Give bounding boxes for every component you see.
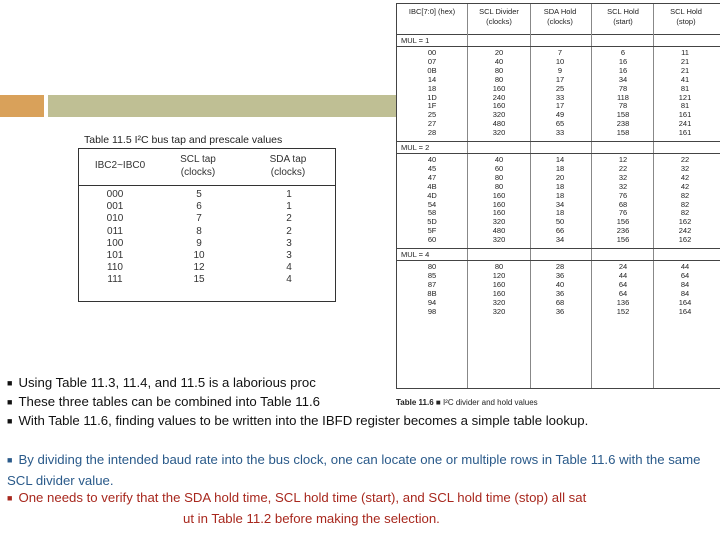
table-11-6-column-ibc bbox=[401, 263, 463, 316]
table-cell: 20 bbox=[494, 48, 504, 57]
table-cell: 480 bbox=[492, 119, 506, 129]
table-cell: 44 bbox=[680, 262, 690, 271]
table-cell: 58 bbox=[427, 208, 437, 218]
table-11-6-column-ibc bbox=[401, 49, 463, 138]
mul-group-label: MUL = 1 bbox=[401, 36, 430, 45]
table-cell: 68 bbox=[555, 297, 565, 307]
table-cell: 2 bbox=[286, 225, 292, 237]
table-cell: 40 bbox=[494, 155, 504, 164]
table-cell: 68 bbox=[618, 199, 628, 209]
table-cell: 158 bbox=[616, 110, 630, 120]
header-scl-divider: SCL Divider (clocks) bbox=[479, 7, 519, 26]
table-cell: 80 bbox=[494, 181, 504, 191]
table-cell: 76 bbox=[618, 190, 628, 200]
column-divider bbox=[467, 4, 468, 388]
table-cell: 6 bbox=[620, 48, 626, 57]
table-cell: 21 bbox=[680, 56, 690, 66]
table-cell: 54 bbox=[427, 199, 437, 209]
table-11-5-header bbox=[79, 149, 335, 186]
table-cell: 42 bbox=[680, 172, 690, 182]
table-cell: 42 bbox=[680, 181, 690, 191]
table-cell: 320 bbox=[492, 110, 506, 120]
table-11-6-column-stop bbox=[655, 156, 715, 245]
table-cell: 32 bbox=[680, 163, 690, 173]
table-cell: 32 bbox=[618, 172, 628, 182]
table-cell: 34 bbox=[555, 235, 565, 245]
bullet-marker-icon: ■ bbox=[7, 455, 13, 465]
table-cell: 5 bbox=[196, 189, 202, 200]
table-cell: 81 bbox=[680, 83, 690, 93]
table-cell: 50 bbox=[555, 217, 565, 227]
table-11-6 bbox=[396, 3, 720, 389]
table-cell: 164 bbox=[678, 297, 692, 307]
table-11-6-column-stop bbox=[655, 263, 715, 316]
table-cell: 20 bbox=[555, 172, 565, 182]
table-cell: 136 bbox=[616, 297, 630, 307]
table-cell: 4B bbox=[427, 181, 437, 191]
column-divider bbox=[591, 4, 592, 388]
table-cell: 160 bbox=[492, 83, 506, 93]
table-cell: 2 bbox=[286, 213, 292, 225]
group-rule bbox=[397, 46, 720, 47]
bullet-marker-icon: ■ bbox=[7, 416, 13, 426]
table-cell: 82 bbox=[680, 190, 690, 200]
table-cell: 49 bbox=[555, 110, 565, 120]
table-11-6-column-sda bbox=[532, 156, 588, 245]
table-cell: 36 bbox=[555, 306, 565, 316]
table-cell: 9 bbox=[557, 65, 563, 75]
table-cell: 4 bbox=[286, 274, 292, 286]
table-cell: 78 bbox=[618, 101, 628, 111]
bullet-5 bbox=[7, 488, 713, 528]
sda-tap-column bbox=[269, 189, 309, 287]
table-cell: 60 bbox=[494, 163, 504, 173]
bullet-5-text: One needs to verify that the SDA hold time, SCL hold time (start), and SCL hold time (stop) all sat bbox=[18, 490, 587, 505]
table-cell: 160 bbox=[492, 190, 506, 200]
group-separator bbox=[397, 248, 720, 249]
table-cell: 18 bbox=[555, 181, 565, 191]
table-cell: 18 bbox=[427, 83, 437, 93]
table-cell: 118 bbox=[617, 92, 629, 102]
table-cell: 66 bbox=[555, 226, 565, 236]
header-scl-tap: SCL tap (clocks) bbox=[180, 154, 216, 178]
table-cell: 1 bbox=[286, 201, 292, 213]
table-cell: 101 bbox=[106, 250, 124, 262]
table-11-5 bbox=[78, 148, 336, 302]
table-11-6-column-ibc bbox=[401, 156, 463, 245]
table-cell: 4D bbox=[427, 190, 437, 200]
table-cell: 36 bbox=[555, 288, 565, 298]
table-cell: 34 bbox=[555, 199, 565, 209]
bullet-3 bbox=[7, 411, 713, 432]
table-cell: 001 bbox=[106, 201, 124, 213]
table-cell: 78 bbox=[618, 83, 628, 93]
table-cell: 34 bbox=[618, 74, 628, 84]
table-cell: 164 bbox=[678, 306, 692, 316]
table-cell: 28 bbox=[427, 128, 437, 138]
table-cell: 5F bbox=[427, 226, 437, 236]
table-cell: 121 bbox=[678, 92, 692, 102]
table-cell: 162 bbox=[678, 235, 692, 245]
accent-bar bbox=[0, 95, 44, 117]
table-cell: 320 bbox=[492, 235, 506, 245]
table-cell: 81 bbox=[680, 101, 690, 111]
table-cell: 158 bbox=[616, 128, 630, 138]
table-cell: 40 bbox=[427, 155, 437, 164]
table-cell: 7 bbox=[196, 213, 202, 225]
table-11-6-column-start bbox=[593, 156, 653, 245]
table-cell: 152 bbox=[616, 306, 630, 316]
table-cell: 12 bbox=[618, 155, 628, 164]
bullet-2-text: These three tables can be combined into Table 11.6 bbox=[18, 394, 320, 409]
table-cell: 85 bbox=[427, 270, 437, 280]
table-cell: 17 bbox=[555, 101, 565, 111]
table-cell: 8B bbox=[427, 288, 437, 298]
table-cell: 8 bbox=[196, 225, 202, 237]
table-cell: 011 bbox=[107, 225, 123, 237]
table-cell: 241 bbox=[678, 119, 692, 129]
table-11-6-column-div bbox=[469, 263, 529, 316]
table-cell: 160 bbox=[492, 199, 506, 209]
table-cell: 480 bbox=[492, 226, 506, 236]
table-cell: 5D bbox=[427, 217, 437, 227]
table-cell: 111 bbox=[107, 274, 123, 286]
table-cell: 64 bbox=[618, 279, 628, 289]
group-rule bbox=[397, 153, 720, 154]
table-cell: 160 bbox=[492, 288, 506, 298]
table-11-6-column-start bbox=[593, 49, 653, 138]
table-cell: 9 bbox=[196, 237, 202, 249]
table-cell: 10 bbox=[193, 250, 205, 262]
table-11-5-title: Table 11.5 I²C bus tap and prescale values bbox=[84, 134, 283, 146]
table-cell: 82 bbox=[680, 208, 690, 218]
table-cell: 240 bbox=[492, 92, 506, 102]
table-11-6-column-sda bbox=[532, 263, 588, 316]
scl-tap-column bbox=[179, 189, 219, 287]
column-divider bbox=[530, 4, 531, 388]
table-cell: 18 bbox=[555, 208, 565, 218]
table-cell: 84 bbox=[680, 279, 690, 289]
bullet-marker-icon: ■ bbox=[7, 378, 13, 388]
table-cell: 14 bbox=[555, 155, 565, 164]
table-cell: 32 bbox=[618, 181, 628, 191]
table-11-6-column-div bbox=[469, 49, 529, 138]
table-cell: 22 bbox=[680, 155, 690, 164]
table-cell: 18 bbox=[555, 190, 565, 200]
group-rule bbox=[397, 260, 720, 261]
header-scl-hold-stop: SCL Hold (stop) bbox=[670, 7, 702, 26]
table-cell: 156 bbox=[616, 235, 630, 245]
table-11-6-column-start bbox=[593, 263, 653, 316]
table-11-6-column-stop bbox=[655, 49, 715, 138]
table-cell: 110 bbox=[107, 262, 123, 274]
caption-text: I²C divider and hold values bbox=[442, 398, 538, 407]
table-cell: 161 bbox=[678, 110, 692, 120]
bullet-marker-icon: ■ bbox=[7, 493, 13, 503]
table-cell: 21 bbox=[680, 65, 690, 75]
table-cell: 25 bbox=[555, 83, 565, 93]
header-ibc: IBC2~IBC0 bbox=[94, 160, 146, 171]
table-cell: 11 bbox=[681, 48, 689, 57]
header-sda-tap: SDA tap (clocks) bbox=[269, 154, 307, 178]
table-cell: 76 bbox=[618, 208, 628, 218]
table-cell: 320 bbox=[492, 128, 506, 138]
bullet-3-text: With Table 11.6, finding values to be written into the IBFD register becomes a simple table lookup. bbox=[18, 413, 589, 428]
table-cell: 6 bbox=[196, 201, 202, 213]
table-cell: 236 bbox=[616, 226, 630, 236]
table-cell: 80 bbox=[494, 172, 504, 182]
table-cell: 36 bbox=[555, 270, 565, 280]
column-divider bbox=[653, 4, 654, 388]
mul-group-label: MUL = 2 bbox=[401, 143, 430, 152]
table-cell: 22 bbox=[618, 163, 628, 173]
table-cell: 16 bbox=[618, 56, 628, 66]
bullet-2 bbox=[7, 392, 393, 413]
table-cell: 16 bbox=[618, 65, 628, 75]
table-cell: 07 bbox=[427, 56, 437, 66]
table-cell: 3 bbox=[286, 250, 292, 262]
table-cell: 84 bbox=[680, 288, 690, 298]
table-cell: 320 bbox=[492, 217, 506, 227]
table-cell: 162 bbox=[678, 217, 692, 227]
table-cell: 156 bbox=[616, 217, 630, 227]
bullet-1-text: Using Table 11.3, 11.4, and 11.5 is a laborious proc bbox=[18, 375, 316, 390]
table-cell: 41 bbox=[680, 74, 690, 84]
table-cell: 0B bbox=[427, 65, 437, 75]
table-cell: 24 bbox=[618, 262, 628, 271]
table-cell: 7 bbox=[557, 48, 563, 57]
table-cell: 33 bbox=[555, 128, 565, 138]
bullet-5-text-end: ut in Table 11.2 before making the selection. bbox=[183, 511, 440, 526]
table-cell: 238 bbox=[616, 119, 630, 129]
table-cell: 64 bbox=[680, 270, 690, 280]
table-cell: 160 bbox=[492, 101, 506, 111]
table-cell: 010 bbox=[106, 213, 124, 225]
table-cell: 82 bbox=[680, 199, 690, 209]
header-sda-hold: SDA Hold (clocks) bbox=[543, 7, 577, 26]
table-cell: 17 bbox=[555, 74, 565, 84]
mul-group-label: MUL = 4 bbox=[401, 250, 430, 259]
group-separator bbox=[397, 141, 720, 142]
table-cell: 161 bbox=[678, 128, 692, 138]
table-cell: 40 bbox=[555, 279, 565, 289]
table-cell: 60 bbox=[427, 235, 437, 245]
table-cell: 14 bbox=[427, 74, 437, 84]
table-cell: 00 bbox=[427, 48, 437, 57]
caption-label: Table 11.6 bbox=[396, 398, 434, 407]
table-cell: 160 bbox=[492, 279, 506, 289]
table-cell: 25 bbox=[427, 110, 437, 120]
table-cell: 98 bbox=[427, 306, 437, 316]
accent-line bbox=[48, 95, 398, 117]
ibc-column bbox=[93, 189, 137, 287]
bullet-marker-icon: ■ bbox=[7, 397, 13, 407]
table-cell: 18 bbox=[555, 163, 565, 173]
table-cell: 65 bbox=[555, 119, 565, 129]
table-cell: 120 bbox=[492, 270, 506, 280]
table-cell: 87 bbox=[427, 279, 437, 289]
table-11-6-column-sda bbox=[532, 49, 588, 138]
table-cell: 100 bbox=[106, 237, 124, 249]
header-scl-hold-start: SCL Hold (start) bbox=[607, 7, 639, 26]
table-cell: 33 bbox=[555, 92, 565, 102]
table-cell: 15 bbox=[193, 274, 205, 286]
table-cell: 45 bbox=[427, 163, 437, 173]
bullet-4-text: By dividing the intended baud rate into the bus clock, one can locate one or multiple rows in Table 11.6 with the same SCL divider value. bbox=[7, 452, 701, 488]
table-cell: 160 bbox=[492, 208, 506, 218]
table-11-6-caption: Table 11.6 ■ I²C divider and hold values bbox=[396, 398, 538, 407]
table-cell: 320 bbox=[492, 306, 506, 316]
table-cell: 64 bbox=[618, 288, 628, 298]
table-cell: 12 bbox=[193, 262, 205, 274]
table-cell: 1D bbox=[427, 92, 437, 102]
table-cell: 10 bbox=[555, 56, 565, 66]
table-cell: 27 bbox=[427, 119, 437, 129]
table-cell: 44 bbox=[618, 270, 628, 280]
table-cell: 28 bbox=[555, 262, 565, 271]
table-cell: 80 bbox=[427, 262, 437, 271]
table-cell: 3 bbox=[286, 237, 292, 249]
table-cell: 80 bbox=[494, 262, 504, 271]
table-cell: 242 bbox=[678, 226, 692, 236]
header-ibc-hex: IBC[7:0] (hex) bbox=[408, 7, 456, 16]
table-cell: 80 bbox=[494, 74, 504, 84]
table-cell: 94 bbox=[427, 297, 437, 307]
table-cell: 000 bbox=[106, 189, 124, 200]
bullet-4 bbox=[7, 450, 713, 490]
table-cell: 320 bbox=[492, 297, 506, 307]
table-cell: 1 bbox=[286, 189, 292, 200]
bullet-1 bbox=[7, 373, 387, 394]
table-cell: 80 bbox=[494, 65, 504, 75]
table-cell: 4 bbox=[286, 262, 292, 274]
table-11-6-column-div bbox=[469, 156, 529, 245]
table-cell: 40 bbox=[494, 56, 504, 66]
table-cell: 1F bbox=[427, 101, 437, 111]
table-cell: 47 bbox=[427, 172, 437, 182]
table-11-6-header bbox=[397, 4, 720, 35]
